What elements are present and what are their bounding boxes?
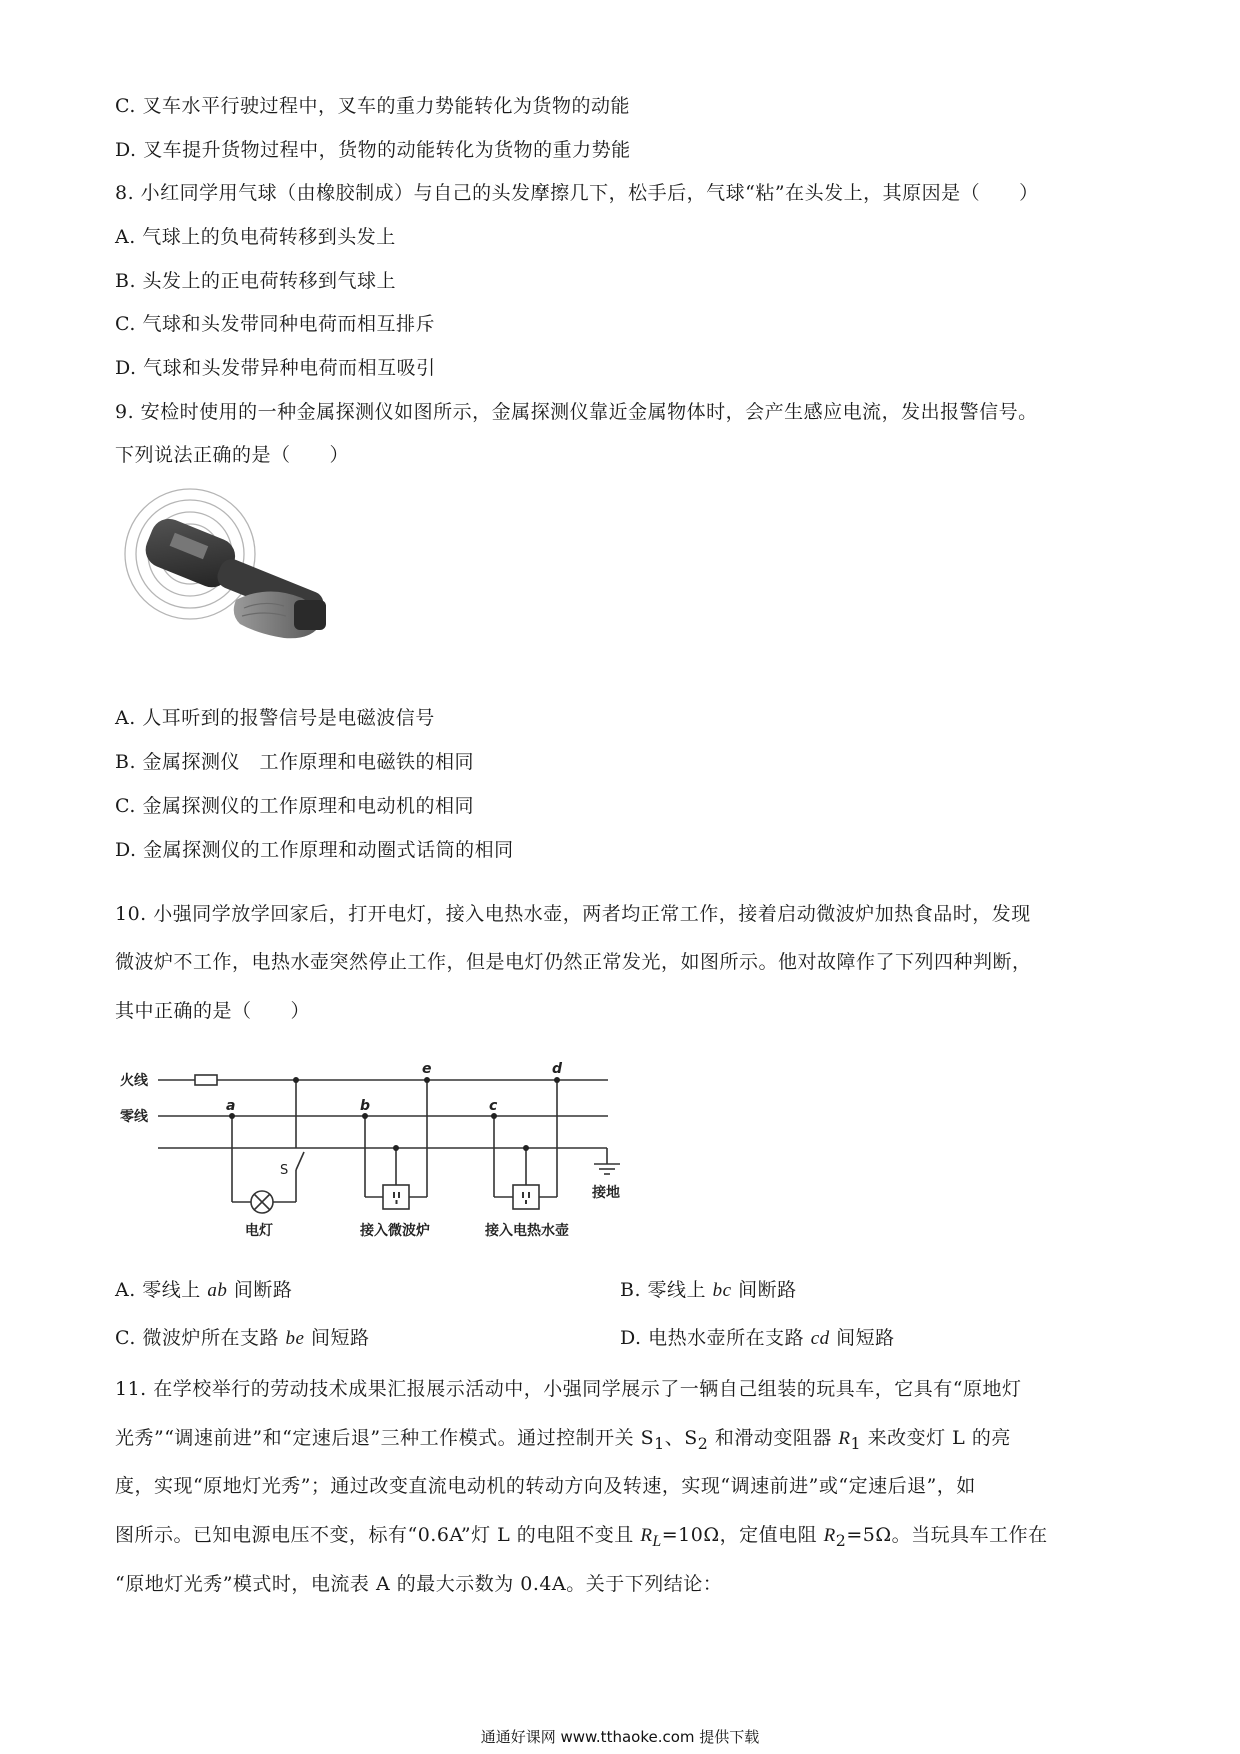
q10-stem-line3: 其中正确的是（ ） <box>115 1000 311 1022</box>
q8-option-b: B. 头发上的正电荷转移到气球上 <box>115 270 397 292</box>
point-a: a <box>226 1098 236 1114</box>
q11-line2: 光秀”“调速前进”和“定速后退”三种工作模式。通过控制开关 $S_1$、$S_2$ 和滑动变阻器 $R_1$ 来改变灯 L 的亮 <box>115 1427 1011 1453</box>
q11-line3: 度，实现“原地灯光秀”；通过改变直流电动机的转动方向及转速，实现“调速前进”或“定速后退”，如 <box>115 1475 976 1497</box>
label-live-wire: 火线 <box>120 1073 148 1089</box>
q10-option-b: B. 零线上 bc 间断路 <box>620 1279 797 1301</box>
q10-option-c: C. 微波炉所在支路 be 间短路 <box>115 1327 370 1349</box>
household-circuit-diagram <box>120 1052 640 1252</box>
label-neutral-wire: 零线 <box>120 1109 148 1125</box>
q10-stem-line1: 10. 小强同学放学回家后，打开电灯，接入电热水壶，两者均正常工作，接着启动微波炉加热食品时，发现 <box>115 903 1031 925</box>
q9-option-b: B. 金属探测仪 工作原理和电磁铁的相同 <box>115 751 475 773</box>
label-microwave: 接入微波炉 <box>360 1223 430 1239</box>
q9-option-c: C. 金属探测仪的工作原理和电动机的相同 <box>115 795 474 817</box>
q9-option-d: D. 金属探测仪的工作原理和动圈式话筒的相同 <box>115 839 514 861</box>
q11-line5: “原地灯光秀”模式时，电流表 A 的最大示数为 0.4A。关于下列结论： <box>115 1573 723 1595</box>
q9-option-a: A. 人耳听到的报警信号是电磁波信号 <box>115 707 435 729</box>
q11-line1: 11. 在学校举行的劳动技术成果汇报展示活动中，小强同学展示了一辆自己组装的玩具车，它具有“原地灯 <box>115 1378 1022 1400</box>
point-b: b <box>360 1098 371 1114</box>
q10-option-d: D. 电热水壶所在支路 cd 间短路 <box>620 1327 895 1349</box>
q8-stem: 8. 小红同学用气球（由橡胶制成）与自己的头发摩擦几下，松手后，气球“粘”在头发上，其原因是（ ） <box>115 182 1039 204</box>
q10-stem-line2: 微波炉不工作，电热水壶突然停止工作，但是电灯仍然正常发光，如图所示。他对故障作了下列四种判断， <box>115 951 1032 973</box>
q7-option-d: D. 叉车提升货物过程中，货物的动能转化为货物的重力势能 <box>115 139 631 161</box>
switch-s-label: S <box>280 1163 289 1178</box>
point-e: e <box>422 1061 432 1077</box>
q9-stem-line2: 下列说法正确的是（ ） <box>115 444 350 466</box>
label-lamp: 电灯 <box>245 1223 273 1239</box>
q10-option-a: A. 零线上 ab 间断路 <box>115 1279 293 1301</box>
q8-option-d: D. 气球和头发带异种电荷而相互吸引 <box>115 357 436 379</box>
q7-option-c: C. 叉车水平行驶过程中，叉车的重力势能转化为货物的动能 <box>115 95 630 117</box>
page-footer: 通通好课网 www.tthaoke.com 提供下载 <box>480 1728 760 1746</box>
q8-option-a: A. 气球上的负电荷转移到头发上 <box>115 226 396 248</box>
label-kettle: 接入电热水壶 <box>485 1223 569 1239</box>
point-d: d <box>552 1061 563 1077</box>
label-ground: 接地 <box>592 1185 620 1201</box>
q9-stem-line1: 9. 安检时使用的一种金属探测仪如图所示，金属探测仪靠近金属物体时，会产生感应电流，发出报警信号。 <box>115 401 1038 423</box>
metal-detector-image <box>118 488 336 688</box>
point-c: c <box>489 1098 498 1114</box>
q8-option-c: C. 气球和头发带同种电荷而相互排斥 <box>115 313 435 335</box>
q11-line4: 图所示。已知电源电压不变，标有“0.6A”灯 L 的电阻不变且 $R_L=10\Omega$，定值电阻 $R_2=5\Omega$。当玩具车工作在 <box>115 1524 1048 1550</box>
